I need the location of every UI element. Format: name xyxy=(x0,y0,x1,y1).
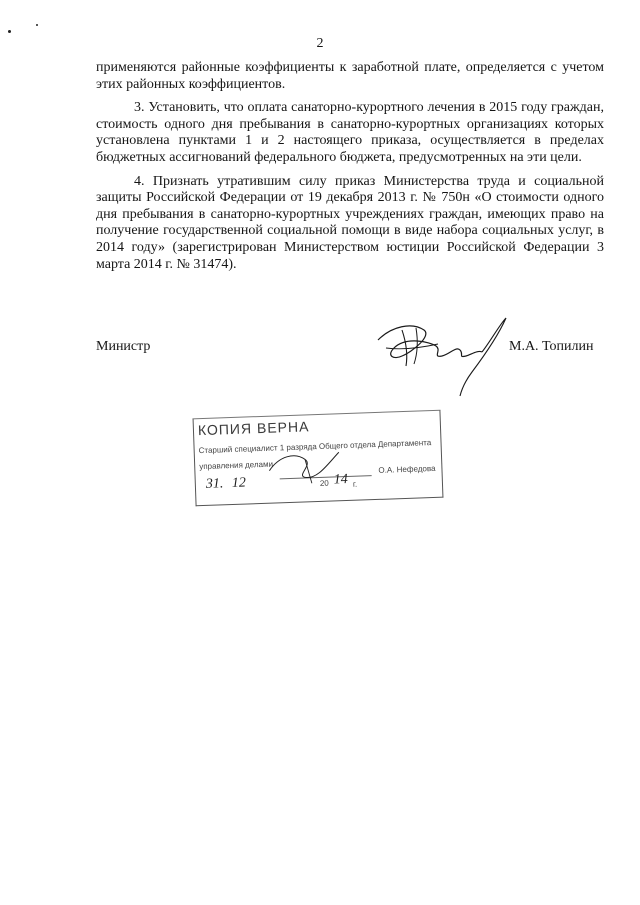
document-body xyxy=(96,60,604,280)
paragraph-3: 3. Установить, что оплата санаторно-курортного лечения в 2015 году граждан, стоимость одного дня пребывания в санаторно-курортных организациях которых установлена пунктами 1 и 2 настоящего приказа, осуществляется в пределах бюджетных ассигнований федерального бюджета, предусмотренных на эти цели. xyxy=(96,100,604,165)
scan-speck xyxy=(36,24,38,26)
signatory-role: Министр xyxy=(96,339,151,354)
stamp-title: КОПИЯ ВЕРНА xyxy=(197,418,310,439)
paragraph-4: 4. Признать утратившим силу приказ Министерства труда и социальной защиты Российской Федерации от 19 декабря 2013 г. № 750н «О стоимости одного дня пребывания в санаторно-курортных учреждениях граждан, имеющих право на получение государственной социальной помощи в виде набора социальных услуг, в 2014 году» (зарегистрирован Министерством юстиции Российской Федерации 3 марта 2014 г. № 31474). xyxy=(96,173,604,272)
page-number: 2 xyxy=(316,36,324,51)
stamp-year-suffix: г. xyxy=(352,479,358,489)
stamp-person-name: О.А. Нефедова xyxy=(378,463,436,475)
paragraph-continuation: применяются районные коэффициенты к заработной плате, определяется с учетом этих районных коэффициентов. xyxy=(96,60,604,92)
handwritten-signature xyxy=(372,312,512,398)
scan-speck xyxy=(8,30,11,33)
stamp-position: Старший специалист 1 разряда Общего отдела Департамента xyxy=(198,438,432,456)
stamp-year-prefix: 20 xyxy=(319,478,329,488)
stamp-year-handwritten: 14 xyxy=(333,471,349,488)
signatory-name: М.А. Топилин xyxy=(509,339,594,354)
stamp-month: 12 xyxy=(231,475,247,492)
stamp-signature xyxy=(265,444,346,487)
stamp-day: 31. xyxy=(205,476,224,492)
stamp-department: управления делами xyxy=(199,459,274,472)
certified-copy-stamp xyxy=(193,410,444,507)
